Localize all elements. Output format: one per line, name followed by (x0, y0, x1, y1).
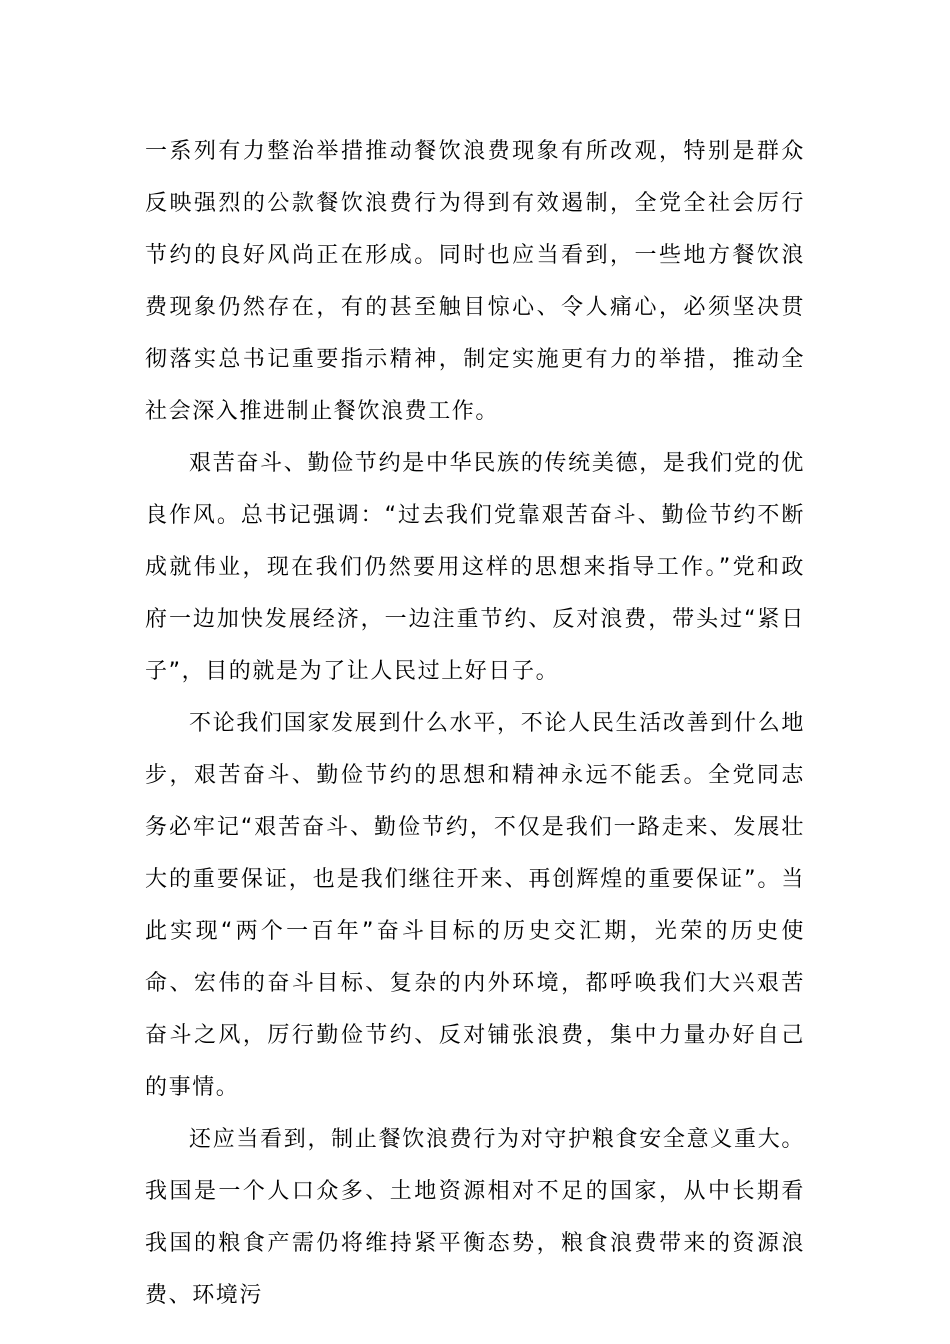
document-body (145, 126, 805, 1322)
paragraph-1: 一系列有力整治举措推动餐饮浪费现象有所改观，特别是群众反映强烈的公款餐饮浪费行为得到有效遏制，全党全社会厉行节约的良好风尚正在形成。同时也应当看到，一些地方餐饮浪费现象仍然存在，有的甚至触目惊心、令人痛心，必须坚决贯彻落实总书记重要指示精神，制定实施更有力的举措，推动全社会深入推进制止餐饮浪费工作。 (145, 139, 805, 424)
paragraph-2: 艰苦奋斗、勤俭节约是中华民族的传统美德，是我们党的优良作风。总书记强调：“过去我们党靠艰苦奋斗、勤俭节约不断成就伟业，现在我们仍然要用这样的思想来指导工作。”党和政府一边加快发展经济，一边注重节约、反对浪费，带头过“紧日子”，目的就是为了让人民过上好日子。 (145, 451, 805, 684)
paragraph-4: 还应当看到，制止餐饮浪费行为对守护粮食安全意义重大。我国是一个人口众多、土地资源相对不足的国家，从中长期看我国的粮食产需仍将维持紧平衡态势，粮食浪费带来的资源浪费、环境污 (145, 1127, 805, 1308)
paragraph-3: 不论我们国家发展到什么水平，不论人民生活改善到什么地步，艰苦奋斗、勤俭节约的思想和精神永远不能丢。全党同志务必牢记“艰苦奋斗、勤俭节约，不仅是我们一路走来、发展壮大的重要保证，也是我们继往开来、再创辉煌的重要保证”。当此实现“两个一百年”奋斗目标的历史交汇期，光荣的历史使命、宏伟的奋斗目标、复杂的内外环境，都呼唤我们大兴艰苦奋斗之风，厉行勤俭节约、反对铺张浪费，集中力量办好自己的事情。 (145, 711, 805, 1100)
